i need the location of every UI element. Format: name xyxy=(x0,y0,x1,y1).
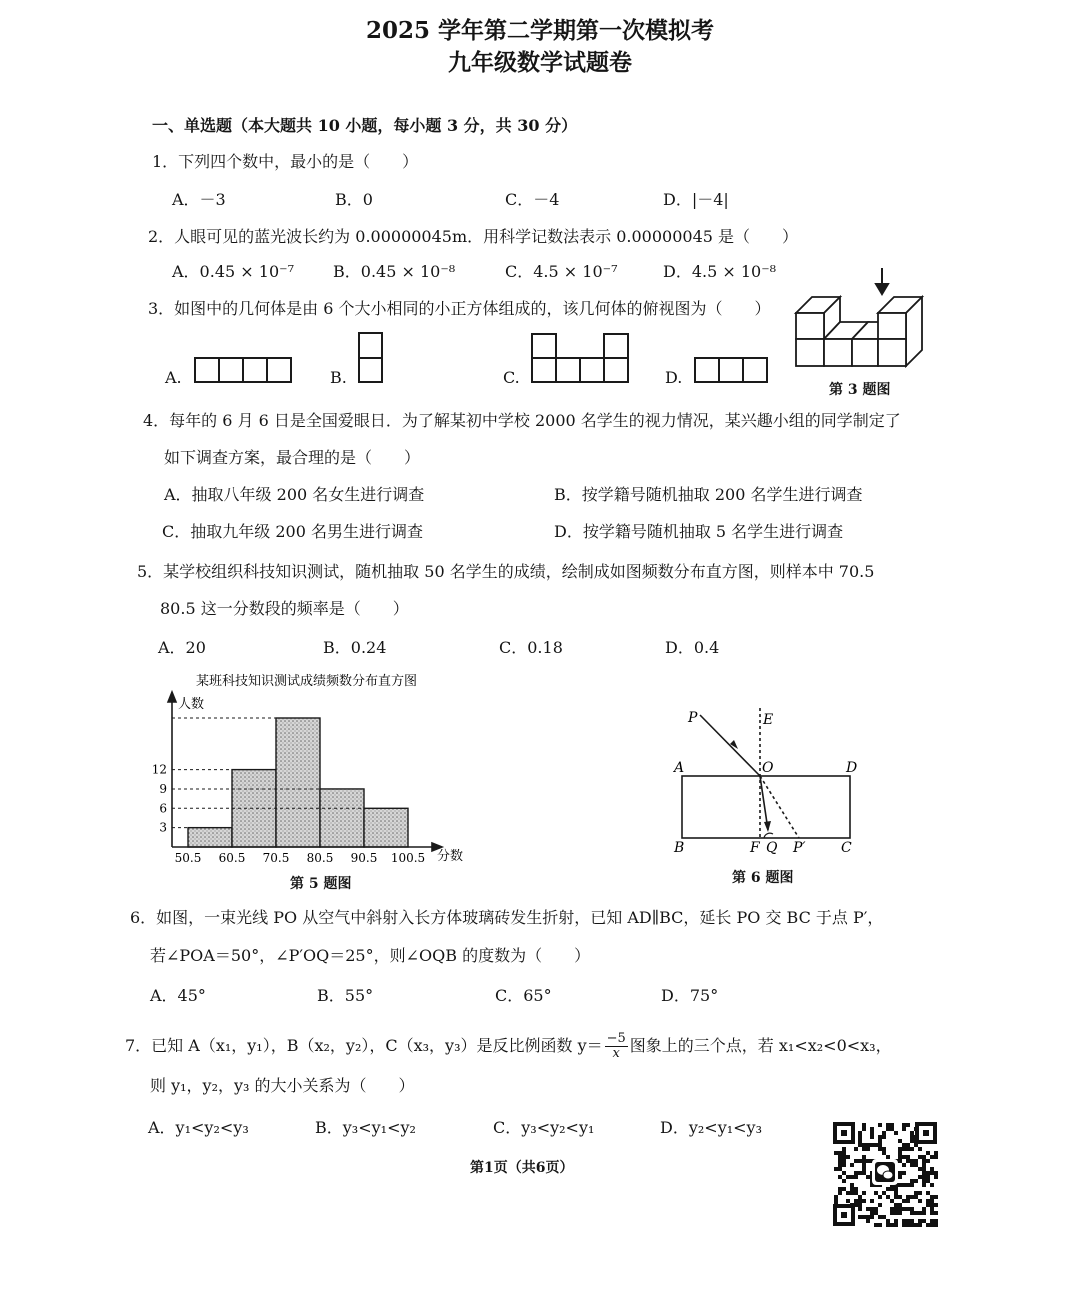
histogram-bar-80.5-90.5 xyxy=(320,789,364,847)
histogram-y-label: 人数 xyxy=(178,697,205,712)
q6-option-c: C．65° xyxy=(495,986,552,1005)
q3-solid-figure xyxy=(796,297,922,366)
point-label-f: F xyxy=(750,840,760,856)
q6-refraction-figure xyxy=(660,700,880,865)
q6-stem-line1: 6．如图，一束光线 PO 从空气中斜射入长方体玻璃砖发生折射，已知 AD∥BC，延长 PO 交 BC 于点 P′， xyxy=(130,908,884,927)
q7-fraction xyxy=(605,1032,628,1061)
q2-option-b: B．0.45 × 10⁻⁸ xyxy=(333,262,456,281)
point-label-p: P xyxy=(688,710,698,726)
point-label-p-prime: P′ xyxy=(793,840,806,856)
q2-option-a: A．0.45 × 10⁻⁷ xyxy=(172,262,294,281)
q7-fraction-denominator: x xyxy=(612,1046,620,1061)
q5-stem-line2: 80.5 这一分数段的频率是（ ） xyxy=(160,599,409,618)
wechat-qr-code-icon[interactable] xyxy=(832,1121,938,1227)
point-label-a: A xyxy=(674,760,685,776)
histogram-x-tick: 100.5 xyxy=(390,851,426,865)
q3-figure-caption: 第 3 题图 xyxy=(829,382,891,398)
point-label-o: O xyxy=(762,760,774,776)
point-label-d: D xyxy=(846,760,858,776)
q3-option-c-label: C. xyxy=(503,368,520,387)
q7-option-a: A．y₁<y₂<y₃ xyxy=(148,1118,249,1137)
frequency-histogram xyxy=(140,668,485,898)
exam-subtitle: 九年级数学试题卷 xyxy=(448,49,632,76)
q1-option-b: B．0 xyxy=(335,190,373,209)
q3-option-d-view xyxy=(695,358,767,382)
q7-option-d: D．y₂<y₁<y₃ xyxy=(660,1118,763,1137)
point-label-e: E xyxy=(763,712,774,728)
histogram-x-tick: 90.5 xyxy=(350,851,378,865)
q5-option-a: A．20 xyxy=(158,638,206,657)
histogram-y-tick: 3 xyxy=(159,820,167,835)
histogram-title: 某班科技知识测试成绩频数分布直方图 xyxy=(196,674,418,689)
q7-stem-post: 图象上的三个点，若 x₁<x₂<0<x₃， xyxy=(629,1036,892,1055)
view-direction-arrow-icon xyxy=(876,268,888,294)
q7-option-b: B．y₃<y₁<y₂ xyxy=(315,1118,416,1137)
q1-option-a: A．－3 xyxy=(172,190,226,209)
q4-option-b: B．按学籍号随机抽取 200 名学生进行调查 xyxy=(554,485,863,504)
histogram-x-tick: 50.5 xyxy=(174,851,202,865)
q5-option-b: B．0.24 xyxy=(323,638,387,657)
q6-option-b: B．55° xyxy=(317,986,374,1005)
histogram-bar-90.5-100.5 xyxy=(364,808,408,847)
glass-brick xyxy=(682,776,850,838)
histogram-y-tick: 9 xyxy=(159,781,167,796)
section-heading: 一、单选题（本大题共 10 小题，每小题 3 分，共 30 分） xyxy=(152,116,578,135)
q4-option-d: D．按学籍号随机抽取 5 名学生进行调查 xyxy=(554,522,844,541)
q3-option-a-view xyxy=(195,358,291,382)
q3-option-c-view xyxy=(532,334,628,382)
histogram-bar-50.5-60.5 xyxy=(188,828,232,847)
q7-stem-line2: 则 y₁，y₂，y₃ 的大小关系为（ ） xyxy=(150,1076,415,1095)
q1-stem: 1．下列四个数中，最小的是（ ） xyxy=(152,152,419,171)
q6-option-a: A．45° xyxy=(150,986,206,1005)
histogram-x-tick: 70.5 xyxy=(262,851,290,865)
q7-stem-line1 xyxy=(125,1032,892,1061)
q1-option-c: C．－4 xyxy=(505,190,560,209)
exam-title: 2025 学年第二学期第一次模拟考 xyxy=(365,17,715,44)
histogram-x-tick: 60.5 xyxy=(218,851,246,865)
page-number: 第1页（共6页） xyxy=(470,1160,574,1176)
histogram-bar-70.5-80.5 xyxy=(276,718,320,847)
q6-figure-caption: 第 6 题图 xyxy=(732,870,794,886)
point-label-q: Q xyxy=(766,840,778,856)
q5-figure-caption: 第 5 题图 xyxy=(290,876,352,892)
q7-stem-pre: 7．已知 A（x₁，y₁），B（x₂，y₂），C（x₃，y₃）是反比例函数 y＝ xyxy=(125,1036,603,1055)
extended-ray xyxy=(760,776,799,838)
point-label-c: C xyxy=(841,840,852,856)
q2-stem: 2．人眼可见的蓝光波长约为 0.00000045m．用科学记数法表示 0.00000045 是（ ） xyxy=(148,227,799,246)
q3-option-b-label: B. xyxy=(330,368,347,387)
refracted-arrow-icon xyxy=(764,821,771,832)
histogram-x-tick: 80.5 xyxy=(306,851,334,865)
q2-option-c: C．4.5 × 10⁻⁷ xyxy=(505,262,618,281)
q3-figures xyxy=(0,0,1080,420)
q3-option-d-label: D. xyxy=(665,368,683,387)
q5-stem-line1: 5．某学校组织科技知识测试，随机抽取 50 名学生的成绩，绘制成如图频数分布直方图，则样本中 70.5 xyxy=(137,562,875,581)
histogram-y-tick: 6 xyxy=(159,801,167,816)
q2-option-d: D．4.5 × 10⁻⁸ xyxy=(663,262,777,281)
q6-stem-line2: 若∠POA＝50°，∠P′OQ＝25°，则∠OQB 的度数为（ ） xyxy=(150,946,591,965)
q4-stem-line2: 如下调查方案，最合理的是（ ） xyxy=(164,448,421,467)
q3-stem: 3．如图中的几何体是由 6 个大小相同的小正方体组成的，该几何体的俯视图为（ ） xyxy=(148,299,771,318)
q5-option-c: C．0.18 xyxy=(499,638,563,657)
histogram-y-tick: 12 xyxy=(151,762,167,777)
q7-option-c: C．y₃<y₂<y₁ xyxy=(493,1118,595,1137)
q3-option-a-label: A. xyxy=(165,368,182,387)
q5-option-d: D．0.4 xyxy=(665,638,720,657)
q4-option-a: A．抽取八年级 200 名女生进行调查 xyxy=(164,485,425,504)
q1-option-d: D．|－4| xyxy=(663,190,729,209)
q4-option-c: C．抽取九年级 200 名男生进行调查 xyxy=(162,522,423,541)
q3-option-b-view xyxy=(359,333,382,382)
q6-option-d: D．75° xyxy=(661,986,719,1005)
incident-ray xyxy=(700,715,760,776)
q4-stem-line1: 4．每年的 6 月 6 日是全国爱眼日．为了解某初中学校 2000 名学生的视力情况，某兴趣小组的同学制定了 xyxy=(143,411,901,430)
q7-fraction-numerator: −5 xyxy=(606,1031,626,1046)
histogram-x-label: 分数 xyxy=(437,849,464,864)
point-label-b: B xyxy=(674,840,685,856)
